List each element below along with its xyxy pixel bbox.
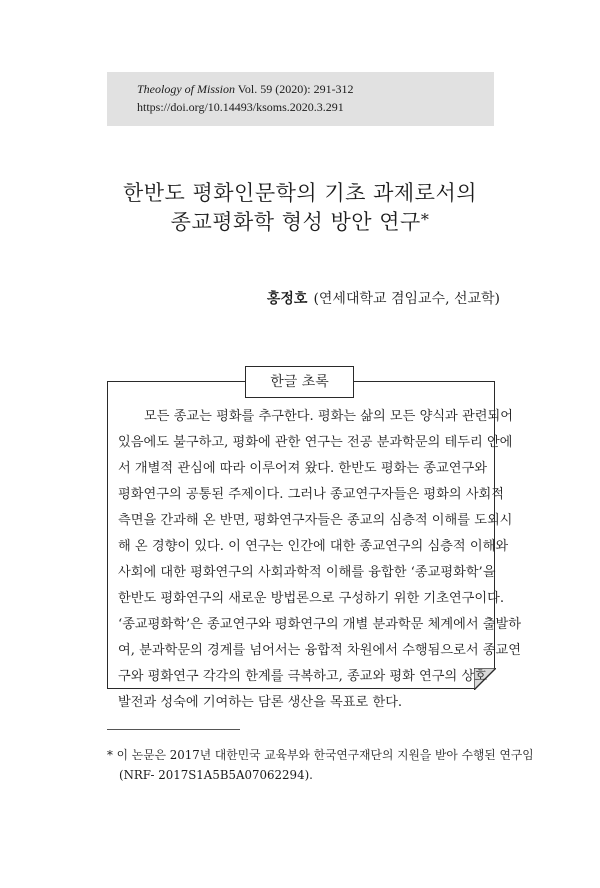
paper-title-line2 — [0, 206, 600, 238]
footnote — [107, 745, 534, 785]
abstract-line: 측면을 간과해 온 반면, 평화연구자들은 종교의 심층적 이해를 도외시 — [118, 513, 513, 528]
abstract-label: 한글 초록 — [245, 366, 354, 398]
journal-header — [107, 72, 494, 126]
abstract-line: 서 개별적 관심에 따라 이루어져 왔다. 한반도 평화는 종교연구와 — [118, 461, 487, 476]
journal-citation — [137, 81, 354, 97]
author-name: 홍정호 — [266, 291, 308, 307]
abstract-line: 여, 분과학문의 경계를 넘어서는 융합적 차원에서 수행됨으로서 종교연 — [118, 643, 521, 658]
journal-volume: Vol. 59 (2020): 291-312 — [235, 82, 354, 96]
abstract-line: 한반도 평화연구의 새로운 방법론으로 구성하기 위한 기초연구이다. — [118, 591, 505, 606]
abstract-line: 구와 평화연구 각각의 한계를 극복하고, 종교와 평화 연구의 상호 — [118, 669, 487, 684]
abstract-line: 해 온 경향이 있다. 이 연구는 인간에 대한 종교연구의 심층적 이해와 — [118, 539, 509, 554]
abstract-line: 발전과 성숙에 기여하는 담론 생산을 목표로 한다. — [118, 695, 403, 710]
footnote-text: * 이 논문은 2017년 대한민국 교육부와 한국연구재단의 지원을 받아 수행된 연구임 — [107, 748, 534, 762]
footnote-divider — [107, 729, 240, 730]
doi-link[interactable]: https://doi.org/10.14493/ksoms.2020.3.291 — [137, 100, 344, 114]
paper-title-text: 종교평화학 형성 방안 연구 — [170, 210, 421, 234]
abstract-line: 모든 종교는 평화를 추구한다. 평화는 삶의 모든 양식과 관련되어 — [144, 409, 513, 424]
author-line — [267, 288, 500, 308]
abstract-line: 평화연구의 공통된 주제이다. 그러나 종교연구자들은 평화의 사회적 — [118, 487, 505, 502]
abstract-line: ‘종교평화학’은 종교연구와 평화연구의 개별 분과학문 체계에서 출발하 — [118, 617, 521, 632]
title-footnote-mark[interactable]: * — [420, 210, 430, 229]
abstract-line: 있음에도 불구하고, 평화에 관한 연구는 전공 분과학문의 테두리 안에 — [118, 435, 513, 450]
paper-title-line1: 한반도 평화인문학의 기초 과제로서의 — [122, 181, 478, 205]
abstract-line: 사회에 대한 평화연구의 사회과학적 이해를 융합한 ‘종교평화학’을 — [118, 565, 496, 580]
journal-name: Theology of Mission — [137, 82, 235, 96]
author-affiliation: (연세대학교 겸임교수, 선교학) — [313, 291, 500, 307]
footnote-grant-number: (NRF- 2017S1A5B5A07062294). — [119, 768, 313, 782]
